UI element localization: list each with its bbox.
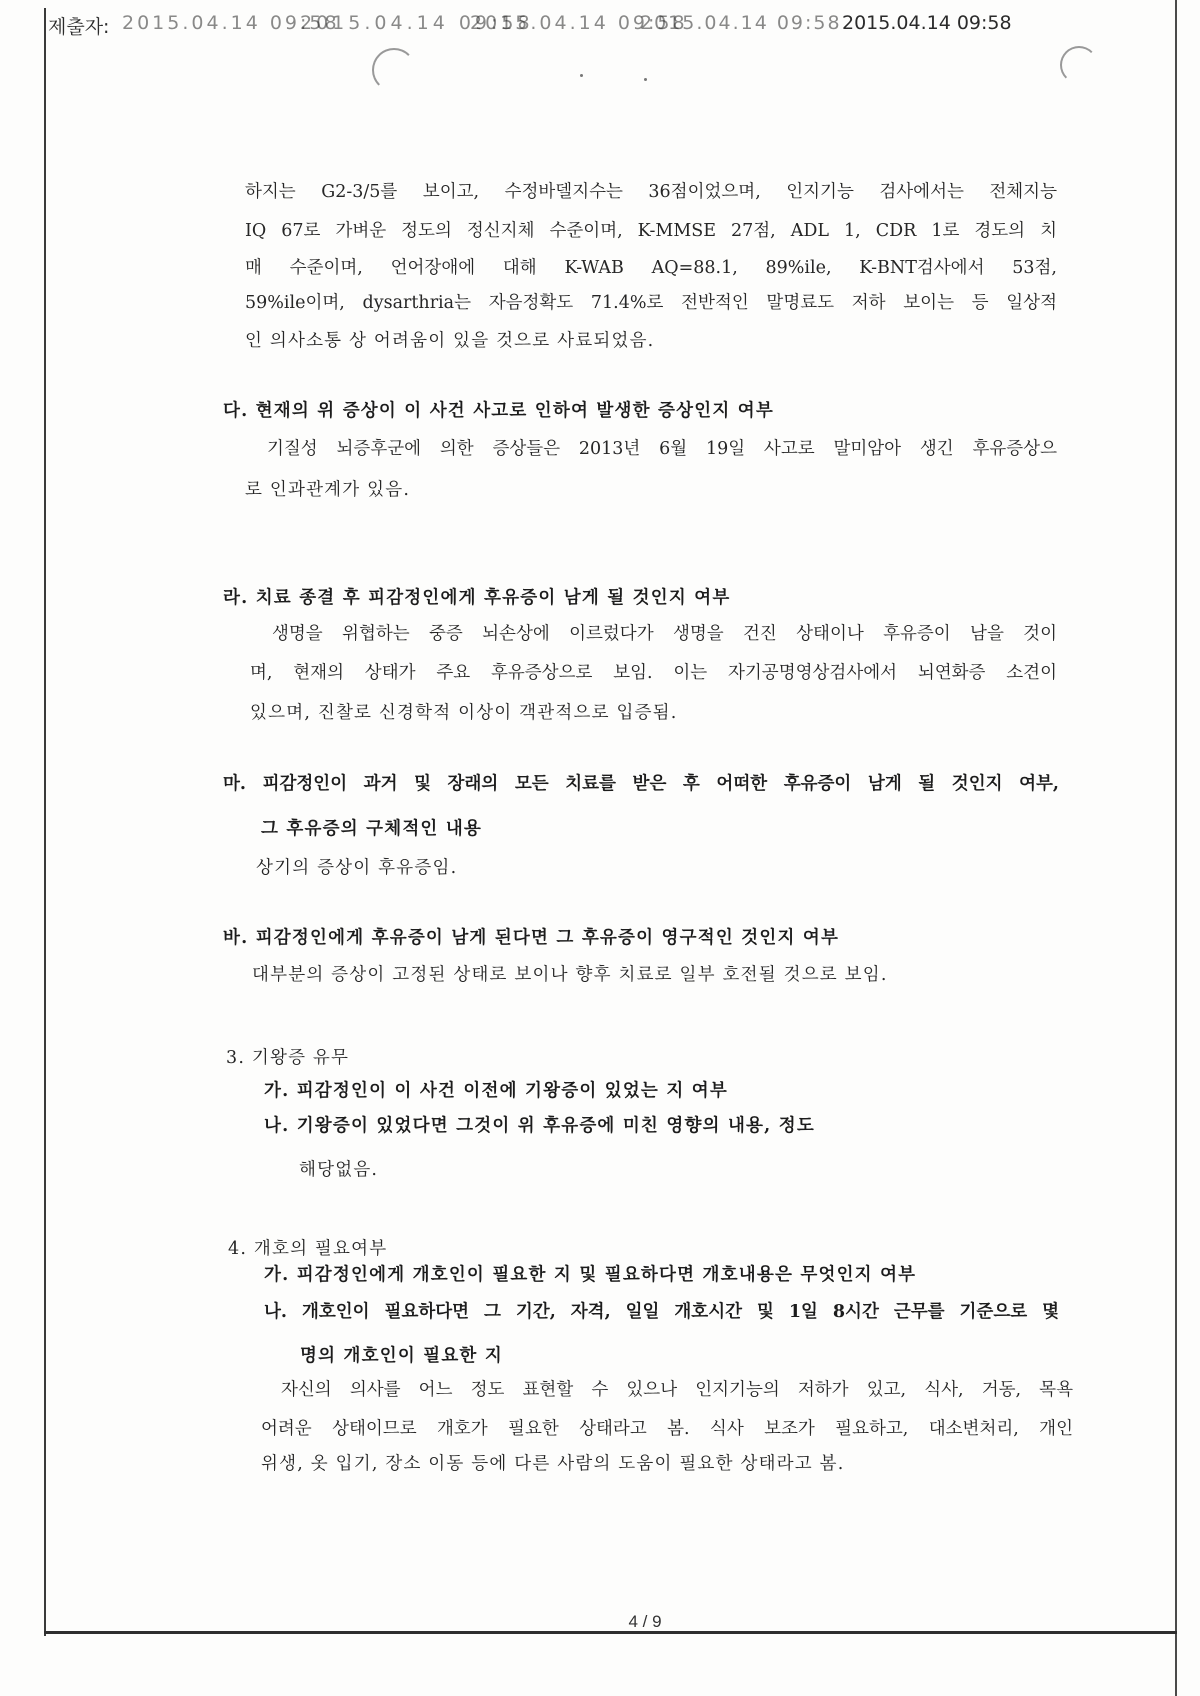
stamp-overlap-text: 2015.04.14 09:58 <box>300 12 534 34</box>
body-line: 로 인과관계가 있음. <box>245 480 411 500</box>
section-3-answer: 해당없음. <box>299 1160 379 1180</box>
body-line: 인 의사소통 상 어려움이 있을 것으로 사료되었음. <box>245 331 655 351</box>
item-ba-answer: 대부분의 증상이 고정된 상태로 보이나 향후 치료로 일부 호전될 것으로 보임. <box>252 965 888 985</box>
body-line: 매 수준이며, 언어장애에 대해 K-WAB AQ=88.1, 89%ile, K-BNT검사에서 53점, <box>245 258 1057 278</box>
body-line: 어려운 상태이므로 개호가 필요한 상태라고 봄. 식사 보조가 필요하고, 대소변처리, 개인 <box>261 1419 1073 1439</box>
item-ma-heading-cont: 그 후유증의 구체적인 내용 <box>261 819 483 839</box>
page-border-right <box>1175 0 1177 1696</box>
item-da-heading: 다. 현재의 위 증상이 이 사건 사고로 인하여 발생한 증상인지 여부 <box>223 401 774 421</box>
body-line: 위생, 옷 입기, 장소 이동 등에 다른 사람의 도움이 필요한 상태라고 봄. <box>261 1454 845 1474</box>
submission-datetime: 2015.04.14 09:58 <box>842 12 1012 34</box>
body-line: 기질성 뇌증후군에 의한 증상들은 2013년 6월 19일 사고로 말미암아 생긴 후유증상으 <box>267 439 1057 459</box>
scan-mark <box>372 48 416 92</box>
item-ma-answer: 상기의 증상이 후유증임. <box>256 858 458 878</box>
stamp-overlap-text: 2015.04.14 09:58 <box>640 12 842 34</box>
stamp-overlap-text: 2015.04.14 09:58 <box>122 12 340 34</box>
scan-speck <box>644 78 647 81</box>
body-line: 있으며, 진찰로 신경학적 이상이 객관적으로 입증됨. <box>250 703 678 723</box>
submitter-label: 제출자: <box>48 16 110 38</box>
section-4-question-na-cont: 명의 개호인이 필요한 지 <box>300 1346 503 1366</box>
body-line: 며, 현재의 상태가 주요 후유증상으로 보임. 이는 자기공명영상검사에서 뇌연화증 소견이 <box>250 663 1057 683</box>
section-4-question-na: 나. 개호인이 필요하다면 그 기간, 자격, 일일 개호시간 및 1일 8시간 근무를 기준으로 몇 <box>264 1302 1059 1322</box>
section-3-question-na: 나. 기왕증이 있었다면 그것이 위 후유증에 미친 영향의 내용, 정도 <box>264 1116 815 1136</box>
section-4-title: 4. 개호의 필요여부 <box>228 1239 388 1259</box>
stamp-overlap-text: 2015.04.14 09:58 <box>470 12 688 34</box>
body-line: 자신의 의사를 어느 정도 표현할 수 있으나 인지기능의 저하가 있고, 식사, 거동, 목욕 <box>281 1380 1073 1400</box>
scan-mark <box>1060 46 1098 84</box>
page-border-left <box>44 8 46 1636</box>
item-ma-heading: 마. 피감정인이 과거 및 장래의 모든 치료를 받은 후 어떠한 후유증이 남게 될 것인지 여부, <box>223 774 1059 794</box>
item-ba-heading: 바. 피감정인에게 후유증이 남게 된다면 그 후유증이 영구적인 것인지 여부 <box>223 928 840 948</box>
section-4-question-ga: 가. 피감정인에게 개호인이 필요한 지 및 필요하다면 개호내용은 무엇인지 여부 <box>264 1265 917 1285</box>
section-3-title: 3. 기왕증 유무 <box>226 1048 350 1068</box>
item-ra-heading: 라. 치료 종결 후 피감정인에게 후유증이 남게 될 것인지 여부 <box>223 588 731 608</box>
page-number: 4 / 9 <box>628 1612 662 1631</box>
body-line: 하지는 G2-3/5를 보이고, 수정바델지수는 36점이었으며, 인지기능 검사에서는 전체지능 <box>245 182 1057 202</box>
section-3-question-ga: 가. 피감정인이 이 사건 이전에 기왕증이 있었는 지 여부 <box>264 1081 728 1101</box>
body-line: IQ 67로 가벼운 정도의 정신지체 수준이며, K-MMSE 27점, ADL 1, CDR 1로 경도의 치 <box>245 221 1057 241</box>
scan-speck <box>580 74 583 77</box>
body-line: 생명을 위협하는 중증 뇌손상에 이르렀다가 생명을 건진 상태이나 후유증이 남을 것이 <box>272 624 1057 644</box>
body-line: 59%ile이며, dysarthria는 자음정확도 71.4%로 전반적인 말명료도 저하 보이는 등 일상적 <box>245 293 1057 313</box>
